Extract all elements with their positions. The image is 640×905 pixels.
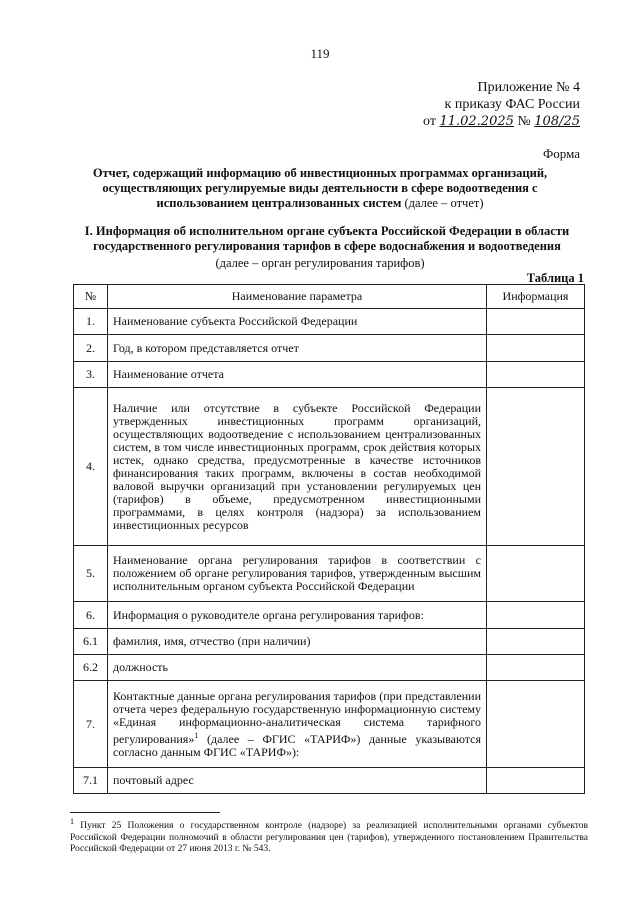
page-number: 119 bbox=[310, 46, 330, 61]
section-title: I. Информация об исполнительном органе субъекта Российской Федерации в области государственного регулирования тарифов в сфере водоснабжения и водоотведения bbox=[84, 224, 570, 253]
table-header-row bbox=[74, 285, 585, 309]
table-row bbox=[74, 388, 585, 546]
footnote-divider bbox=[70, 812, 220, 813]
report-title-line3 bbox=[70, 196, 570, 211]
row-parameter: почтовый адрес bbox=[108, 768, 487, 794]
row-information-cell bbox=[487, 546, 585, 602]
row-information-cell bbox=[487, 602, 585, 629]
row-number: 3. bbox=[74, 362, 108, 388]
row-information-cell bbox=[487, 655, 585, 681]
row-number: 6. bbox=[74, 602, 108, 629]
row-number: 6.2 bbox=[74, 655, 108, 681]
parameters-table bbox=[73, 284, 585, 794]
report-title-line3-bold: использованием централизованных систем bbox=[156, 196, 402, 210]
header-number: № bbox=[74, 285, 108, 309]
row-number: 1. bbox=[74, 309, 108, 335]
table-row bbox=[74, 335, 585, 362]
report-title-line3-normal: (далее – отчет) bbox=[404, 196, 484, 210]
table-row bbox=[74, 768, 585, 794]
table-row bbox=[74, 602, 585, 629]
footnote-text: Пункт 25 Положения о государственном контроле (надзоре) за реализацией исполнительными органами субъектов Российской Федерации полномочий в области регулирования цен (тарифов), утвержденного постановлением Правительства Российской Федерации от 27 июня 2013 г. № 543. bbox=[70, 821, 588, 855]
row-parameter-text-continued: (далее – ФГИС «ТАРИФ») данные указываются согласно данным ФГИС «ТАРИФ»): bbox=[113, 731, 481, 759]
report-title-line2: осуществляющих регулируемые виды деятельности в сфере водоотведения с bbox=[102, 181, 538, 195]
row-parameter: Наименование отчета bbox=[108, 362, 487, 388]
row-number: 7. bbox=[74, 681, 108, 768]
table-row bbox=[74, 362, 585, 388]
row-number: 7.1 bbox=[74, 768, 108, 794]
row-parameter: Год, в котором представляется отчет bbox=[108, 335, 487, 362]
row-parameter: фамилия, имя, отчество (при наличии) bbox=[108, 629, 487, 655]
row-parameter-text: Контактные данные органа регулирования тарифов (при представлении отчета через федеральную государственную информационную систему «Единая информационно-аналитическая система тарифного регулирования» bbox=[113, 688, 481, 746]
table-row bbox=[74, 629, 585, 655]
table-row bbox=[74, 546, 585, 602]
row-number: 4. bbox=[74, 388, 108, 546]
header-parameter: Наименование параметра bbox=[108, 285, 487, 309]
report-title-line1: Отчет, содержащий информацию об инвестиционных программах организаций, bbox=[92, 166, 548, 180]
header-information: Информация bbox=[487, 285, 585, 309]
row-number: 6.1 bbox=[74, 629, 108, 655]
table-row bbox=[74, 309, 585, 335]
row-parameter: должность bbox=[108, 655, 487, 681]
row-information-cell bbox=[487, 362, 585, 388]
row-parameter bbox=[108, 681, 487, 768]
row-parameter: Информация о руководителе органа регулирования тарифов: bbox=[108, 602, 487, 629]
row-information-cell bbox=[487, 309, 585, 335]
table-label: Таблица 1 bbox=[526, 271, 584, 285]
form-label: Форма bbox=[543, 146, 580, 161]
date-prefix: от bbox=[423, 114, 436, 129]
number-prefix: № bbox=[517, 114, 531, 129]
table-row bbox=[74, 655, 585, 681]
table-row bbox=[74, 681, 585, 768]
row-parameter: Наличие или отсутствие в субъекте Российской Федерации утвержденных инвестиционных программ организаций, осуществляющих водоотведение с использованием централизованных систем, в том числе инвестиционных программ, срок действия которых истек, однако средства, предусмотренные в качестве источников финансирования таких программ, включены в состав необходимой валовой выручки организаций при установлении регулируемых цен (тарифов) в объеме, предусмотренном инвестиционными программами, в целях контроля (надзора) за использованием инвестиционных ресурсов bbox=[108, 388, 487, 546]
appendix-order: к приказу ФАС России bbox=[444, 97, 580, 112]
row-information-cell bbox=[487, 768, 585, 794]
footnote-reference[interactable]: 1 bbox=[194, 730, 199, 740]
row-information-cell bbox=[487, 681, 585, 768]
report-title bbox=[70, 166, 570, 211]
handwritten-number: 108/25 bbox=[534, 114, 580, 129]
row-information-cell bbox=[487, 335, 585, 362]
row-information-cell bbox=[487, 629, 585, 655]
row-number: 2. bbox=[74, 335, 108, 362]
handwritten-date: 11.02.2025 bbox=[439, 114, 514, 129]
appendix-title: Приложение № 4 bbox=[477, 80, 580, 95]
section-subtitle: (далее – орган регулирования тарифов) bbox=[215, 256, 425, 270]
row-parameter: Наименование субъекта Российской Федерации bbox=[108, 309, 487, 335]
row-number: 5. bbox=[74, 546, 108, 602]
footnote-mark: 1 bbox=[70, 817, 74, 826]
footnote bbox=[70, 816, 588, 856]
row-parameter: Наименование органа регулирования тарифов в соответствии с положением об органе регулирования тарифов, утвержденным высшим исполнительным органом субъекта Российской Федерации bbox=[108, 546, 487, 602]
row-information-cell bbox=[487, 388, 585, 546]
appendix-date-line bbox=[423, 114, 580, 130]
